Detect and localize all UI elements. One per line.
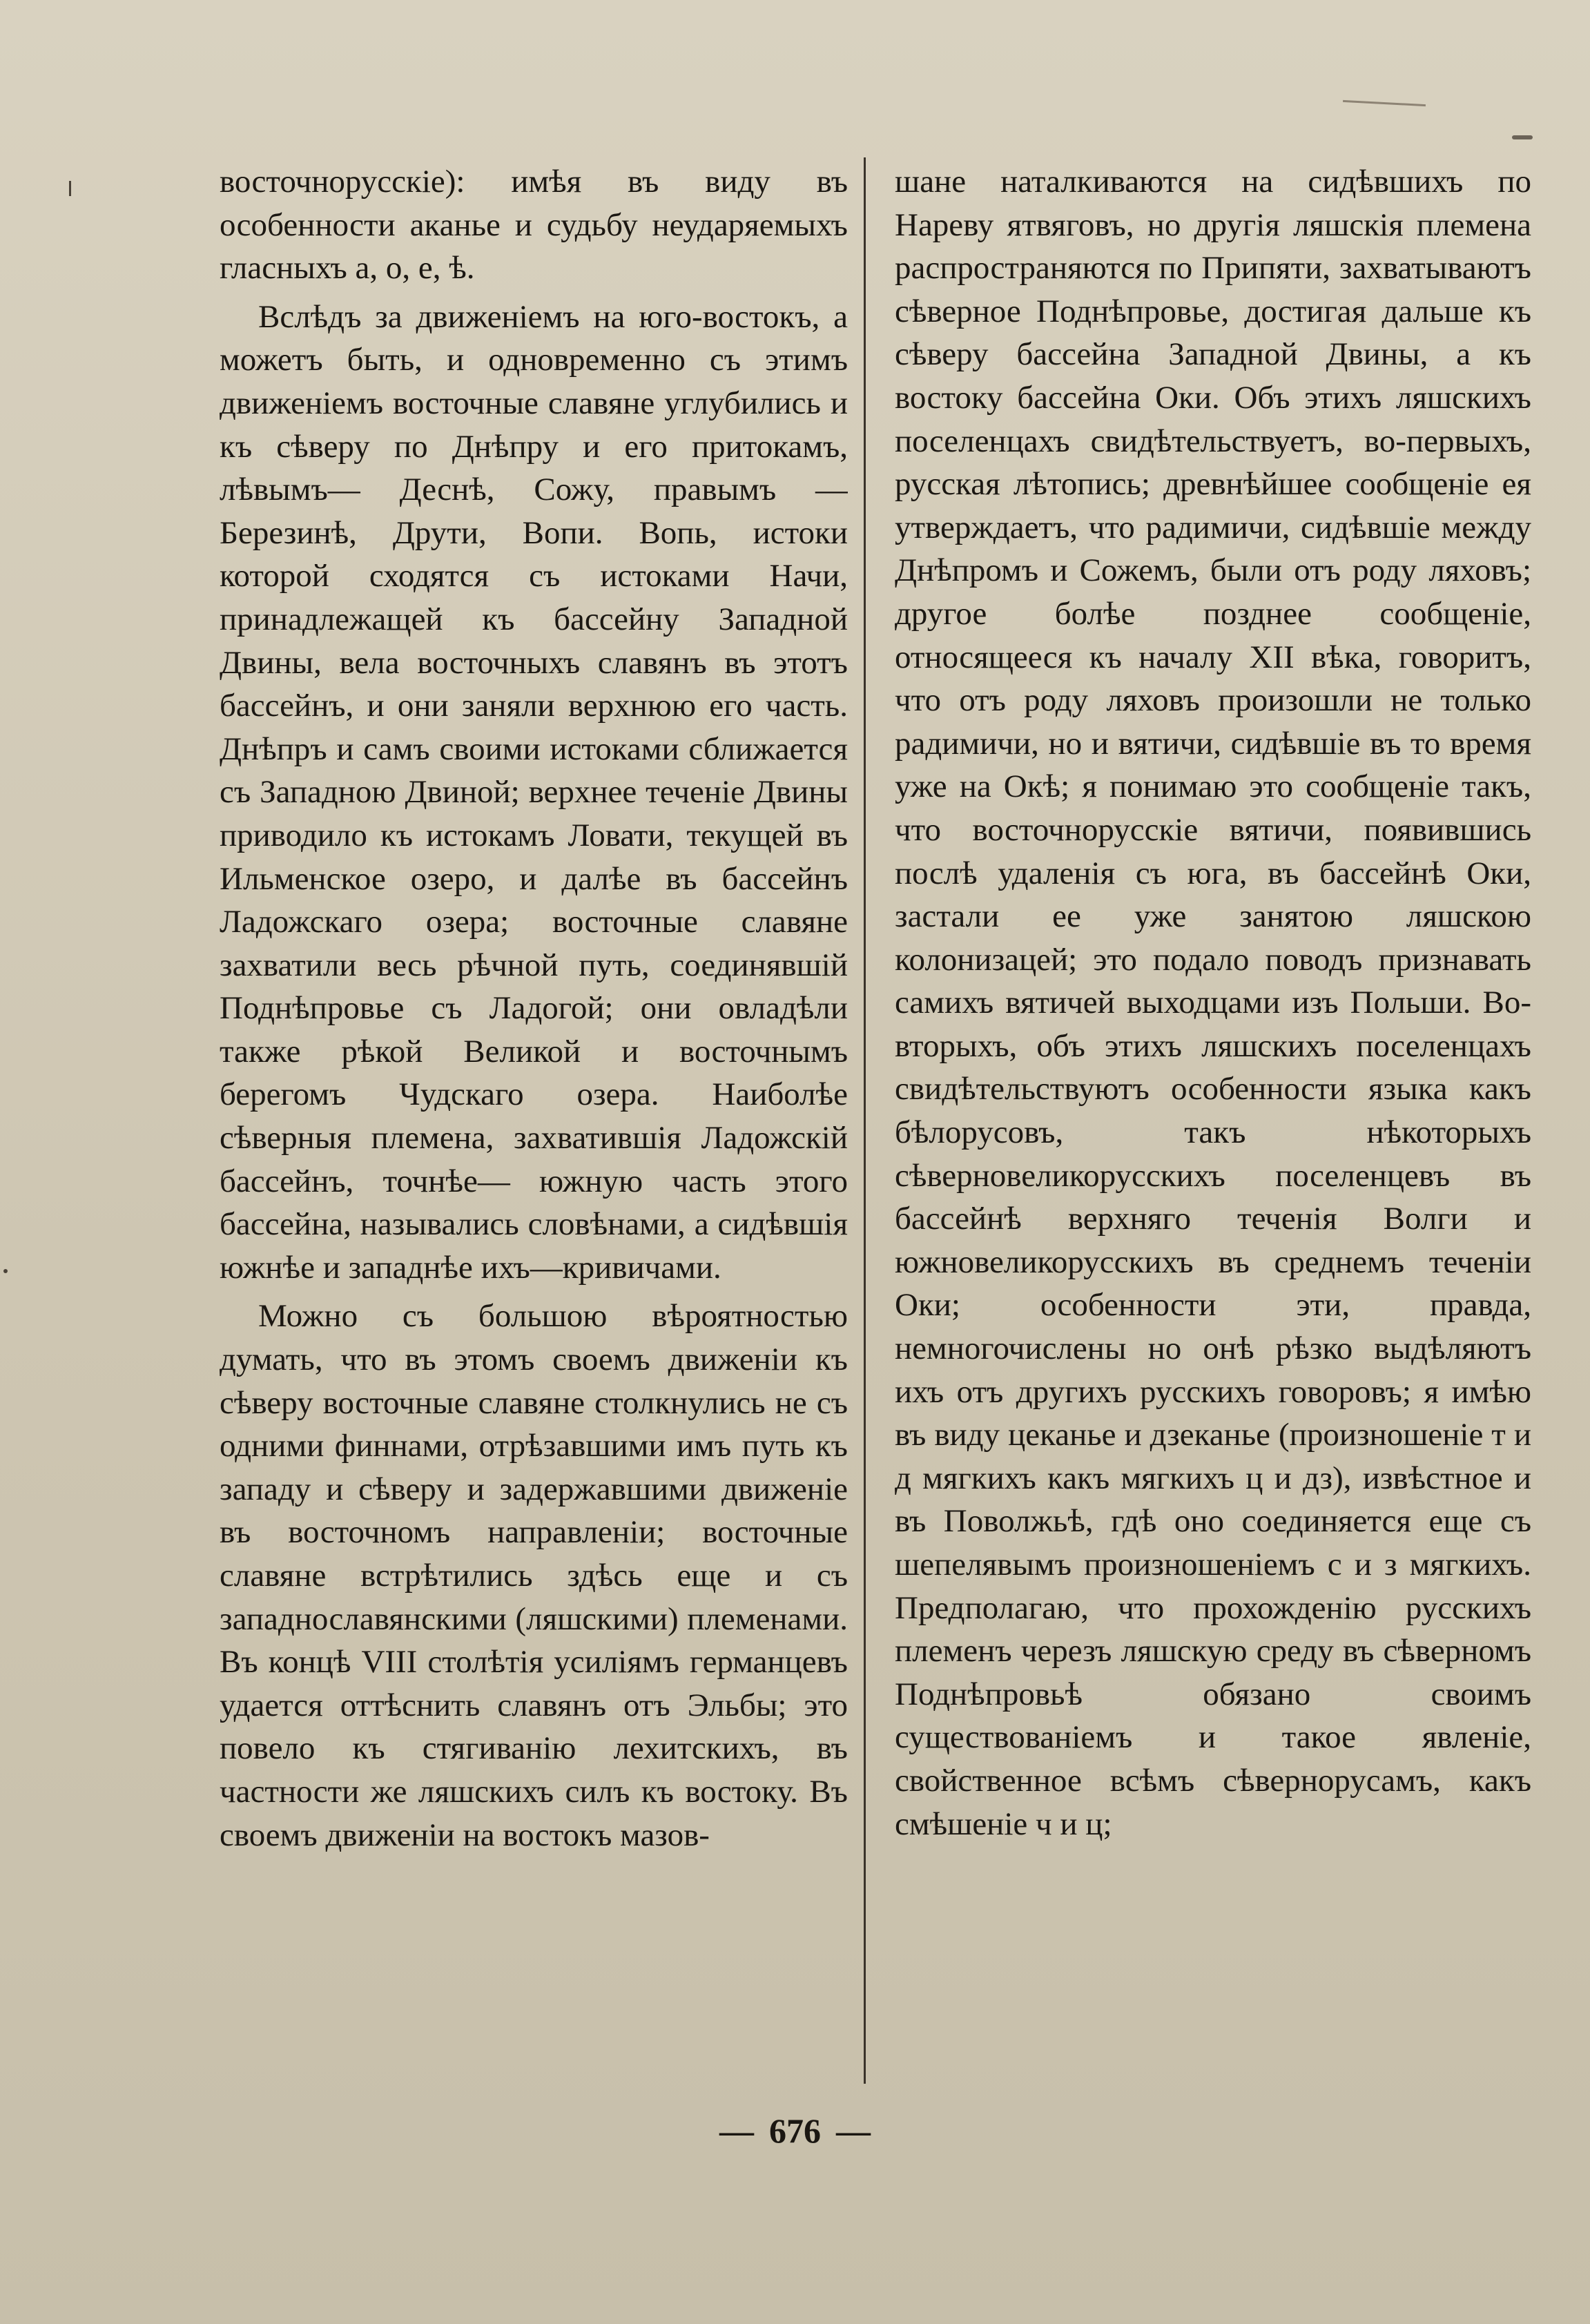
margin-speck — [3, 1269, 8, 1273]
right-column — [895, 160, 1531, 2080]
footer-dash-left: — — [719, 2111, 754, 2150]
page-footer — [0, 2111, 1590, 2151]
top-edge-mark — [1512, 135, 1533, 139]
column-divider — [864, 157, 866, 2084]
left-paragraph-3: Можно съ большою вѣроятностью думать, что въ этомъ своемъ движеніи къ сѣверу восточные славяне столкнулись не съ одними финнами, отрѣзавшими имъ путь къ западу и сѣверу и задержавшими движеніе въ восточномъ направленіи; восточные славяне встрѣтились здѣсь еще и съ западнославянскими (ляшскими) племенами. Въ концѣ VIII столѣтія усиліямъ германцевъ удается оттѣснить славянъ отъ Эльбы; это повело къ стягиванію лехитскихъ, въ частности же ляшскихъ силъ къ востоку. Въ своемъ движеніи на востокъ мазов- — [220, 1298, 848, 1853]
page-number: 676 — [769, 2111, 821, 2150]
margin-smudge — [69, 181, 71, 196]
left-column — [220, 160, 848, 2080]
footer-dash-right: — — [836, 2111, 871, 2150]
left-paragraph-2: Вслѣдъ за движеніемъ на юго-востокъ, а можетъ быть, и одновременно съ этимъ движеніемъ восточные славяне углубились и къ сѣверу по Днѣпру и его притокамъ, лѣвымъ— Деснѣ, Сожу, правымъ — Березинѣ, Друти, Вопи. Вопь, истоки которой сходятся съ истоками Начи, принадлежащей къ бассейну Западной Двины, вела восточныхъ славянъ въ этотъ бассейнъ, и они заняли верхнюю его часть. Днѣпръ и самъ своими истоками сближается съ Западною Двиной; верхнее теченіе Двины приводило къ истокамъ Ловати, текущей въ Ильменское озеро, и далѣе въ бассейнъ Ладожскаго озера; восточные славяне захватили весь рѣчной путь, соединявшій Поднѣпровье съ Ладогой; они овладѣли также рѣкой Великой и восточнымъ берегомъ Чудскаго озера. Наиболѣе сѣверныя племена, захватившія Ладожскій бассейнъ, точнѣе— южную часть этого бассейна, назывались словѣнами, а сидѣвшія южнѣе и западнѣе ихъ—кривичами. — [220, 298, 848, 1286]
top-edge-stain — [1343, 100, 1426, 106]
right-paragraph-1: шане наталкиваются на сидѣвшихъ по Нареву ятвяговъ, но другія ляшскія племена распространяются по Припяти, захватываютъ сѣверное Поднѣпровье, достигая дальше къ сѣверу бассейна Западной Двины, а къ востоку бассейна Оки. Объ этихъ ляшскихъ поселенцахъ свидѣтельствуетъ, во-первыхъ, русская лѣтопись; древнѣйшее сообщеніе ея утверждаетъ, что радимичи, сидѣвшіе между Днѣпромъ и Сожемъ, были отъ роду ляховъ; другое болѣе позднее сообщеніе, относящееся къ началу XII вѣка, говоритъ, что отъ роду ляховъ произошли не только радимичи, но и вятичи, сидѣвшіе въ то время уже на Окѣ; я понимаю это сообщеніе такъ, что восточнорусскіе вятичи, появившись послѣ удаленія съ юга, въ бассейнѣ Оки, застали ее уже занятою ляшскою колонизацей; это подало поводъ признавать самихъ вятичей выходцами изъ Польши. Во-вторыхъ, объ этихъ ляшскихъ поселенцахъ свидѣтельствуютъ особенности языка какъ бѣлорусовъ, такъ нѣкоторыхъ сѣверновеликорусскихъ поселенцевъ въ бассейнѣ верхняго теченія Волги и южновеликорусскихъ въ среднемъ теченіи Оки; особенности эти, правда, немногочислены но онѣ рѣзко выдѣляютъ ихъ отъ другихъ русскихъ говоровъ; я имѣю въ виду цеканье и дзеканье (произношеніе т и д мягкихъ какъ мягкихъ ц и дз), извѣстное и въ Поволжьѣ, гдѣ оно соединяется еще съ шепелявымъ произношеніемъ с и з мягкихъ. Предполагаю, что прохожденію русскихъ племенъ черезъ ляшскую среду въ сѣверномъ Поднѣпровьѣ обязано своимъ существованіемъ и такое явленіе, свойственное всѣмъ сѣвернорусамъ, какъ смѣшеніе ч и ц; — [895, 164, 1531, 1842]
left-paragraph-1: восточнорусскіе): имѣя въ виду въ особенности аканье и судьбу неударяемыхъ гласныхъ а, о, е, ѣ. — [220, 164, 848, 287]
